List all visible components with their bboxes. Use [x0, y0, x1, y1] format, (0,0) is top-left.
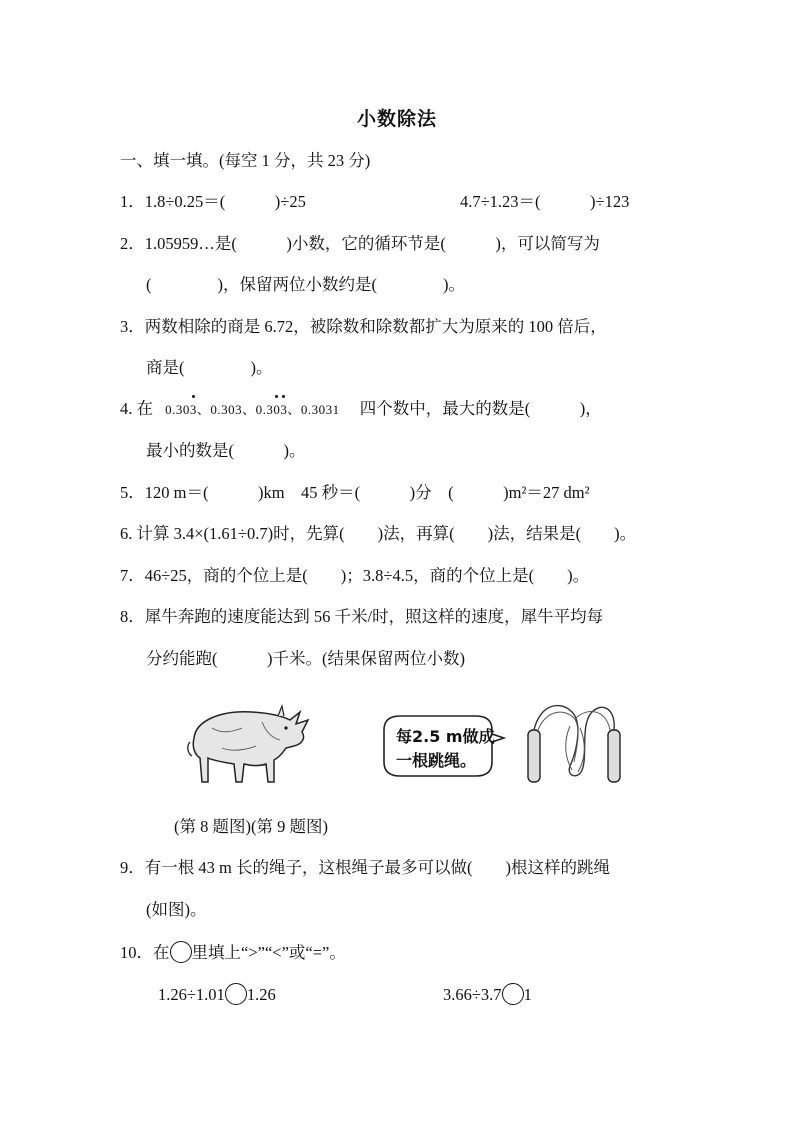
- question-6: 6. 计算 3.4×(1.61÷0.7)时，先算( )法，再算( )法，结果是( )。: [120, 524, 637, 543]
- question-4-suffix: 四个数中，最大的数是( )，: [359, 399, 602, 418]
- question-4-numbers: [165, 402, 340, 417]
- question-7: 7．46÷25，商的个位上是( )；3.8÷4.5，商的个位上是( )。: [120, 566, 590, 585]
- question-10b-right: 1: [523, 985, 532, 1004]
- rhino-illustration: [182, 698, 314, 790]
- question-5: 5．120 m＝( )km 45 秒＝( )分 ( )m²＝27 dm²: [120, 483, 590, 502]
- question-8-line1: 8．犀牛奔跑的速度能达到 56 千米/时，照这样的速度，犀牛平均每: [120, 607, 604, 626]
- question-3-line1: 3．两数相除的商是 6.72，被除数和除数都扩大为原来的 100 倍后，: [120, 317, 607, 336]
- question-9-line1: 9．有一根 43 m 长的绳子，这根绳子最多可以做( )根这样的跳绳: [120, 858, 610, 877]
- question-10-suffix: 里填上“>”“<”或“=”。: [191, 943, 346, 962]
- jump-rope-illustration: [520, 700, 632, 792]
- question-1b: 4.7÷1.23＝( )÷123: [460, 192, 630, 211]
- question-4-line1: [120, 398, 602, 421]
- answer-circle-icon[interactable]: [502, 983, 524, 1005]
- question-2-line2: ( )，保留两位小数约是( )。: [146, 275, 465, 294]
- repeating-digit: 0: [273, 399, 280, 421]
- question-9-line2: (如图)。: [146, 900, 207, 919]
- number-part: 0.30: [165, 402, 190, 417]
- page-title: 小数除法: [356, 108, 437, 130]
- question-10b: [443, 983, 532, 1006]
- repeating-digit: 3: [190, 399, 197, 421]
- question-10a: [158, 983, 276, 1006]
- number-part: 、0.303、0.3: [196, 402, 274, 417]
- question-3-line2: 商是( )。: [146, 358, 273, 377]
- bubble-line2: 一根跳绳。: [396, 751, 477, 770]
- number-part: 、0.3031: [287, 402, 340, 417]
- bubble-line1: 每2.5 m做成: [396, 727, 495, 746]
- question-10-instruction: [120, 941, 346, 964]
- section-heading: 一、填一填。(每空 1 分，共 23 分): [120, 151, 371, 170]
- question-8-line2: 分约能跑( )千米。(结果保留两位小数): [146, 649, 465, 668]
- question-4-line2: 最小的数是( )。: [146, 441, 306, 460]
- question-10a-right: 1.26: [246, 985, 276, 1004]
- blank-circle-icon: [170, 941, 192, 963]
- repeating-digit: 3: [280, 399, 287, 421]
- question-1a: 1．1.8÷0.25＝( )÷25: [120, 192, 306, 211]
- question-2-line1: 2．1.05959…是( )小数，它的循环节是( )，可以简写为: [120, 234, 600, 253]
- question-10-prefix: 10．在: [120, 943, 170, 962]
- question-10a-left: 1.26÷1.01: [158, 985, 225, 1004]
- answer-circle-icon[interactable]: [225, 983, 247, 1005]
- question-10b-left: 3.66÷3.7: [443, 985, 502, 1004]
- figure-caption: (第 8 题图)(第 9 题图): [174, 817, 328, 836]
- question-4-prefix: 4. 在: [120, 399, 153, 418]
